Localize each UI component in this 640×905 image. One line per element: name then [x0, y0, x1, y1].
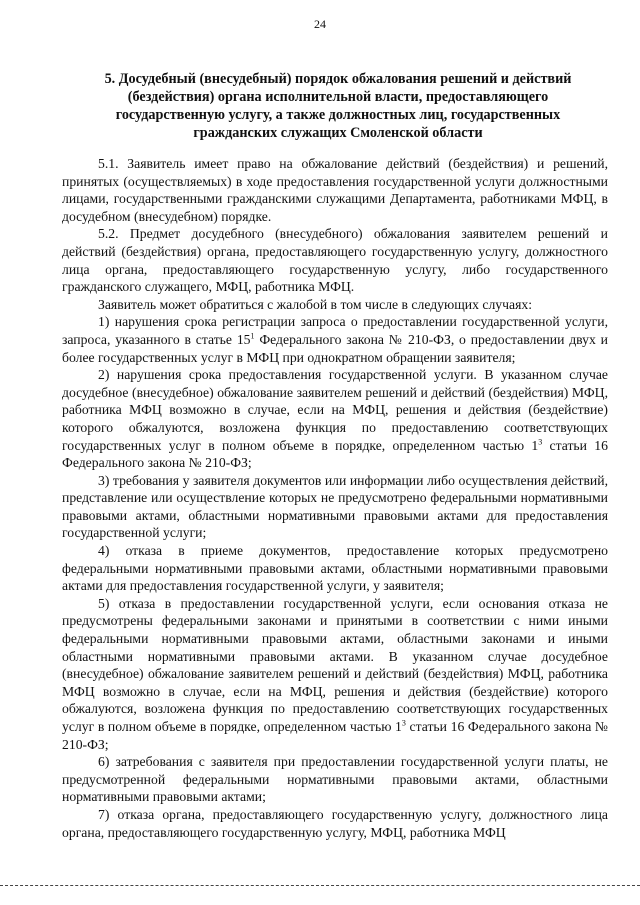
list-item-1-text: 1) нарушения срока регистрации запроса о предоставлении государственной услуги, запроса, указанного в статье 15: [62, 314, 608, 347]
document-body: [62, 155, 608, 841]
list-item-1: [62, 313, 608, 366]
list-item-1-text-end: Федерального закона № 210-ФЗ, о предоставлении двух и более государственных услуг в МФЦ при однократном обращении заявителя;: [62, 331, 608, 365]
paragraph-5-2: 5.2. Предмет досудебного (внесудебного) обжалования заявителем решений и действий (бездействия) органа, предоставляющего государственную услугу, должностного лица органа, предоставляющего государственную услугу, либо государственного гражданского служащего, МФЦ, работника МФЦ.: [62, 226, 608, 295]
superscript: 3: [538, 436, 543, 446]
superscript: 1: [250, 331, 255, 341]
page-bottom-rule: [0, 885, 640, 886]
list-item-3: 3) требования у заявителя документов или информации либо осуществления действий, представление или осуществление которых не предусмотрено федеральными нормативными правовыми актами, областными нормативными правовыми актами для предоставления государственной услуги;: [62, 472, 608, 541]
list-item-5: [62, 595, 608, 753]
list-item-2: [62, 366, 608, 472]
superscript: 3: [401, 718, 406, 728]
list-item-5-text: 5) отказа в предоставлении государственной услуги, если основания отказа не предусмотрены федеральными законами и принятыми в соответствии с ними иными федеральными нормативными правовыми актами, областными законами и иными областными нормативными правовыми актами. В указанном случае досудебное (внесудебное) обжалование заявителем решений и действий (бездействия) МФЦ, работника МФЦ возможно в случае, если на МФЦ, решения и действия (бездействие) которого обжалуются, возложена функция по предоставлению соответствующих государственных услуг в полном объеме в порядке, определенном частью 1: [62, 595, 608, 734]
list-item-6: 6) затребования с заявителя при предоставлении государственной услуги платы, не предусмотренной федеральными нормативными правовыми актами, областными нормативными правовыми актами;: [62, 754, 608, 805]
list-item-7: 7) отказа органа, предоставляющего государственную услугу, должностного лица органа, предоставляющего государственную услугу, МФЦ, работника МФЦ: [62, 806, 608, 840]
list-item-2-text-end: статьи 16 Федерального закона № 210-ФЗ;: [62, 437, 608, 471]
section-heading: 5. Досудебный (внесудебный) порядок обжалования решений и действий (бездействия) органа исполнительной власти, предоставляющего государственную услугу, а также должностных лиц, государственных гражданских служащих Смоленской области: [104, 71, 572, 141]
list-item-5-text-end: статьи 16 Федерального закона № 210-ФЗ;: [62, 719, 608, 752]
list-item-4: 4) отказа в приеме документов, предоставление которых предусмотрено федеральными нормативными правовыми актами, областными нормативными правовыми актами для предоставления государственной услуги, у заявителя;: [62, 543, 608, 594]
list-item-2-text: 2) нарушения срока предоставления государственной услуги. В указанном случае досудебное (внесудебное) обжалование заявителем решений и действий (бездействия) МФЦ, работника МФЦ возможно в случае, если на МФЦ, решения и действия (бездействие) которого обжалуются, возложена функция по предоставлению соответствующих государственных услуг в полном объеме в порядке, определенном частью 1: [62, 367, 608, 453]
paragraph-5-1: 5.1. Заявитель имеет право на обжалование действий (бездействия) и решений, принятых (осуществляемых) в ходе предоставления государственной услуги должностными лицами, государственными гражданскими служащими Департамента, работниками МФЦ, в досудебном (внесудебном) порядке.: [62, 156, 608, 224]
page-number: 24: [314, 17, 326, 31]
paragraph-cases-intro: Заявитель может обратиться с жалобой в том числе в следующих случаях:: [98, 296, 533, 312]
